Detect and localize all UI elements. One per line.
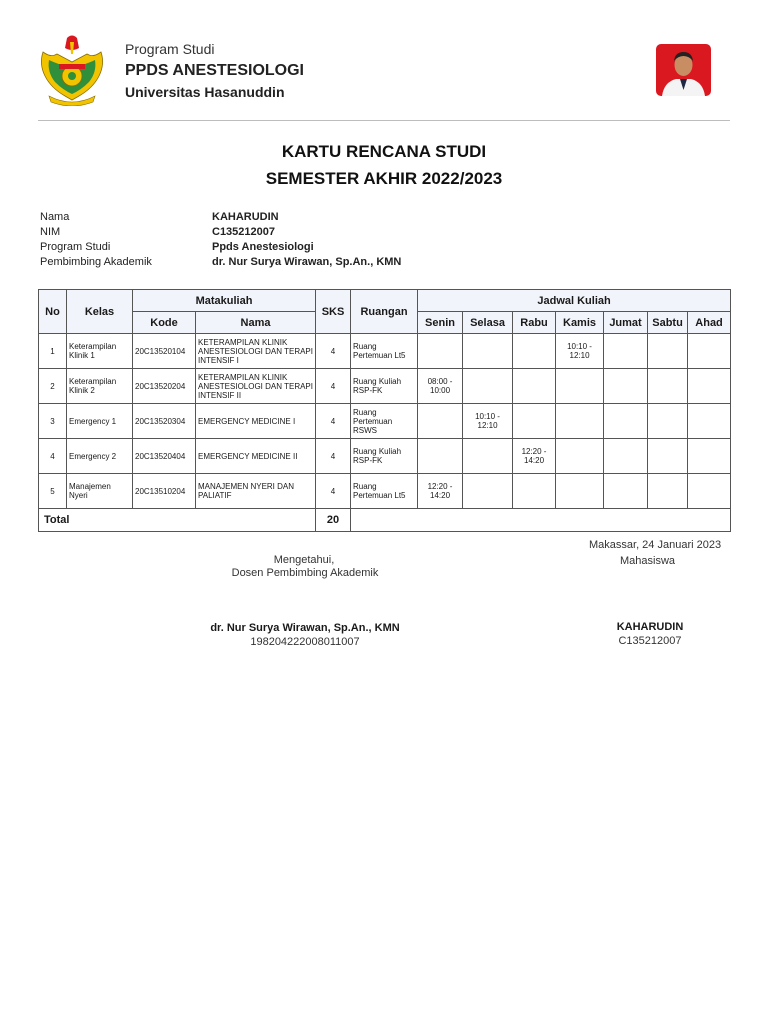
info-value-nama: KAHARUDIN — [212, 211, 279, 223]
cell-kamis — [556, 474, 604, 509]
cell-kelas: Keterampilan Klinik 2 — [67, 369, 133, 404]
cell-sks: 4 — [316, 369, 351, 404]
ack-line-1: Mengetahui, — [273, 554, 335, 566]
th-matakuliah: Matakuliah — [133, 290, 316, 312]
cell-rabu — [513, 474, 556, 509]
table-row — [39, 369, 731, 404]
header-subtitle: Program Studi — [125, 41, 215, 57]
cell-nama: EMERGENCY MEDICINE II — [196, 439, 316, 474]
cell-jumat — [604, 439, 648, 474]
university-name: Universitas Hasanuddin — [125, 84, 285, 100]
cell-jumat — [604, 404, 648, 439]
cell-kelas: Emergency 2 — [67, 439, 133, 474]
cell-kode: 20C13520104 — [133, 334, 196, 369]
cell-sks: 4 — [316, 334, 351, 369]
student-sign-label: Mahasiswa — [620, 555, 676, 567]
cell-no: 3 — [39, 404, 67, 439]
cell-kelas: Keterampilan Klinik 1 — [67, 334, 133, 369]
cell-sabtu — [648, 474, 688, 509]
student-sign-nim: C135212007 — [618, 635, 682, 647]
cell-ahad — [688, 474, 731, 509]
th-day-ahad: Ahad — [688, 312, 731, 334]
cell-kode: 20C13520204 — [133, 369, 196, 404]
th-sks: SKS — [316, 290, 351, 334]
cell-kamis: 10:10 - 12:10 — [556, 334, 604, 369]
table-row — [39, 439, 731, 474]
total-row — [39, 509, 731, 532]
cell-ruangan: Ruang Kuliah RSP-FK — [351, 439, 418, 474]
cell-kamis — [556, 439, 604, 474]
cell-selasa — [463, 474, 513, 509]
cell-sabtu — [648, 439, 688, 474]
cell-ruangan: Ruang Kuliah RSP-FK — [351, 369, 418, 404]
th-day-senin: Senin — [418, 312, 463, 334]
th-day-selasa: Selasa — [463, 312, 513, 334]
cell-rabu — [513, 369, 556, 404]
cell-nama: KETERAMPILAN KLINIK ANESTESIOLOGI DAN TERAPI INTENSIF I — [196, 334, 316, 369]
program-title: PPDS ANESTESIOLOGI — [125, 62, 304, 79]
cell-selasa — [463, 334, 513, 369]
cell-sks: 4 — [316, 439, 351, 474]
cell-ruangan: Ruang Pertemuan RSWS — [351, 404, 418, 439]
th-jadwal: Jadwal Kuliah — [418, 290, 731, 312]
cell-jumat — [604, 369, 648, 404]
header-divider — [38, 120, 730, 121]
total-label: Total — [39, 509, 316, 532]
cell-ahad — [688, 439, 731, 474]
cell-senin — [418, 439, 463, 474]
cell-sabtu — [648, 404, 688, 439]
cell-ruangan: Ruang Pertemuan Lt5 — [351, 334, 418, 369]
cell-rabu — [513, 404, 556, 439]
th-kelas: Kelas — [67, 290, 133, 334]
cell-ruangan: Ruang Pertemuan Lt5 — [351, 474, 418, 509]
ack-line-2: Dosen Pembimbing Akademik — [231, 567, 379, 579]
cell-senin — [418, 334, 463, 369]
cell-nama: KETERAMPILAN KLINIK ANESTESIOLOGI DAN TERAPI INTENSIF II — [196, 369, 316, 404]
th-ruangan: Ruangan — [351, 290, 418, 334]
cell-sks: 4 — [316, 404, 351, 439]
advisor-nip: 198204222008011007 — [250, 636, 360, 648]
cell-jumat — [604, 474, 648, 509]
cell-rabu — [513, 334, 556, 369]
th-no: No — [39, 290, 67, 334]
cell-nama: EMERGENCY MEDICINE I — [196, 404, 316, 439]
cell-kode: 20C13520404 — [133, 439, 196, 474]
cell-kamis — [556, 369, 604, 404]
cell-sabtu — [648, 334, 688, 369]
cell-ahad — [688, 369, 731, 404]
info-value-pembimbing: dr. Nur Surya Wirawan, Sp.An., KMN — [212, 256, 402, 268]
cell-selasa — [463, 369, 513, 404]
krs-table — [38, 289, 731, 532]
cell-no: 1 — [39, 334, 67, 369]
cell-senin — [418, 404, 463, 439]
total-empty — [351, 509, 731, 532]
cell-nama: MANAJEMEN NYERI DAN PALIATIF — [196, 474, 316, 509]
cell-selasa: 10:10 - 12:10 — [463, 404, 513, 439]
cell-rabu: 12:20 - 14:20 — [513, 439, 556, 474]
cell-jumat — [604, 334, 648, 369]
th-kode: Kode — [133, 312, 196, 334]
th-nama: Nama — [196, 312, 316, 334]
th-day-sabtu: Sabtu — [648, 312, 688, 334]
place-date: Makassar, 24 Januari 2023 — [589, 539, 722, 551]
info-label-nim: NIM — [40, 226, 61, 238]
cell-senin: 12:20 - 14:20 — [418, 474, 463, 509]
cell-kelas: Manajemen Nyeri — [67, 474, 133, 509]
table-row — [39, 474, 731, 509]
document-title: KARTU RENCANA STUDI — [281, 142, 487, 161]
table-row — [39, 404, 731, 439]
student-photo — [656, 44, 711, 96]
cell-senin: 08:00 - 10:00 — [418, 369, 463, 404]
info-label-nama: Nama — [40, 211, 70, 223]
cell-sks: 4 — [316, 474, 351, 509]
cell-kamis — [556, 404, 604, 439]
th-day-jumat: Jumat — [604, 312, 648, 334]
table-row — [39, 334, 731, 369]
cell-no: 5 — [39, 474, 67, 509]
cell-sabtu — [648, 369, 688, 404]
th-day-kamis: Kamis — [556, 312, 604, 334]
info-label-program: Program Studi — [40, 241, 111, 253]
cell-kode: 20C13520304 — [133, 404, 196, 439]
cell-ahad — [688, 404, 731, 439]
cell-kode: 20C13510204 — [133, 474, 196, 509]
cell-kelas: Emergency 1 — [67, 404, 133, 439]
cell-selasa — [463, 439, 513, 474]
info-value-nim: C135212007 — [212, 226, 276, 238]
info-value-program: Ppds Anestesiologi — [212, 241, 314, 253]
university-emblem-icon — [37, 34, 107, 106]
info-label-pembimbing: Pembimbing Akademik — [40, 256, 152, 268]
semester-title: SEMESTER AKHIR 2022/2023 — [265, 169, 503, 188]
cell-no: 4 — [39, 439, 67, 474]
cell-ahad — [688, 334, 731, 369]
total-sks: 20 — [316, 509, 351, 532]
th-day-rabu: Rabu — [513, 312, 556, 334]
advisor-name: dr. Nur Surya Wirawan, Sp.An., KMN — [210, 622, 400, 634]
cell-no: 2 — [39, 369, 67, 404]
student-sign-name: KAHARUDIN — [616, 621, 684, 633]
